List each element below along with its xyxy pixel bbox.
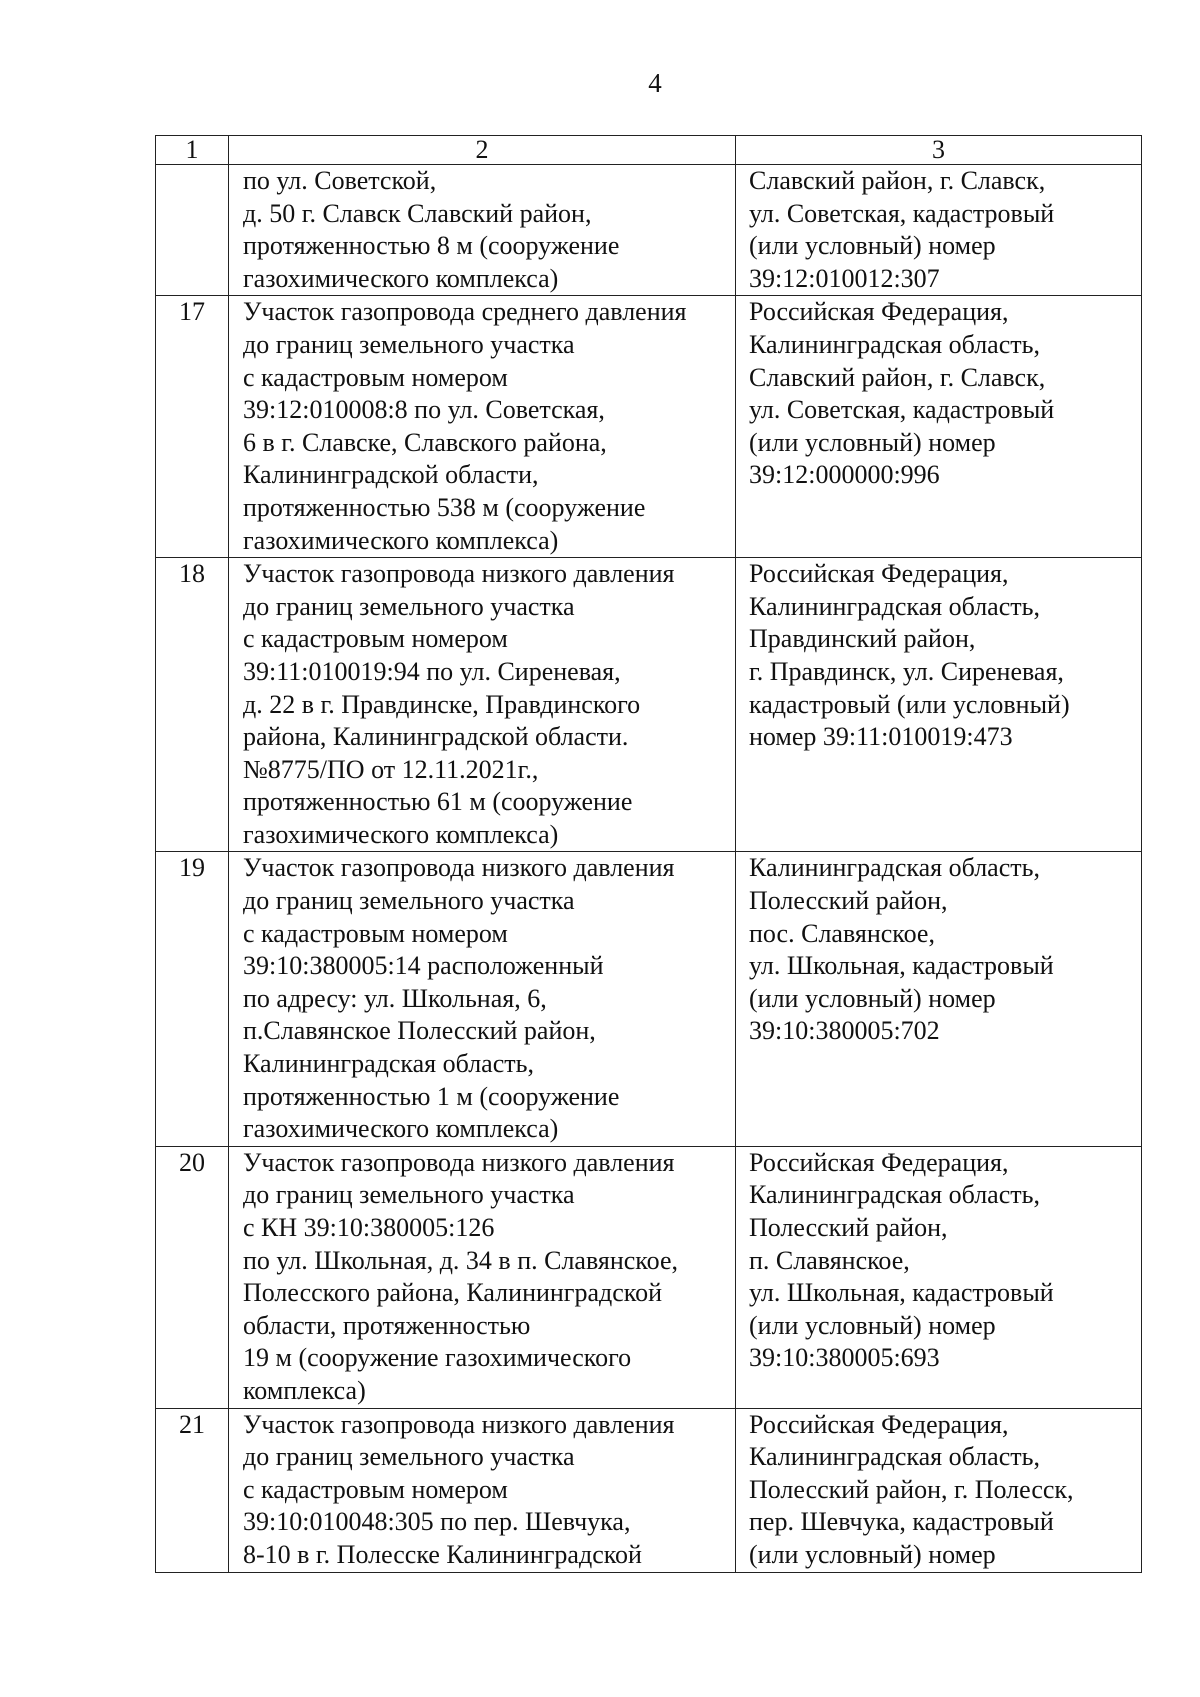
description-line: комплекса) xyxy=(243,1375,366,1405)
description-line: Участок газопровода низкого давления xyxy=(243,853,675,883)
address-line: пос. Славянское, xyxy=(749,918,935,948)
address-line: ул. Школьная, кадастровый xyxy=(749,1278,1054,1308)
description-line: с кадастровым номером xyxy=(243,362,508,392)
row-number: 19 xyxy=(156,852,229,1146)
address-line: (или условный) номер xyxy=(749,427,996,457)
description-line: 19 м (сооружение газохимического xyxy=(243,1343,632,1373)
description-line: по адресу: ул. Школьная, 6, xyxy=(243,983,547,1013)
address-line: Российская Федерация, xyxy=(749,1409,1009,1439)
address-line: номер 39:11:010019:473 xyxy=(749,722,1013,752)
address-line: 39:10:380005:693 xyxy=(749,1343,940,1373)
object-address xyxy=(736,165,1142,296)
address-line: Российская Федерация, xyxy=(749,297,1009,327)
description-line: 39:10:380005:14 расположенный xyxy=(243,951,604,981)
address-line: Полесский район, xyxy=(749,1213,948,1242)
description-line: с кадастровым номером xyxy=(243,1474,508,1504)
description-line: газохимического комплекса) xyxy=(243,819,559,849)
address-line: Калининградская область, xyxy=(749,853,1040,883)
description-line: до границ земельного участка xyxy=(243,1442,575,1472)
row-number: 20 xyxy=(156,1146,229,1408)
address-line: Калининградская область, xyxy=(749,591,1040,621)
description-line: 39:10:010048:305 по пер. Шевчука, xyxy=(243,1507,631,1537)
description-line: Участок газопровода низкого давления xyxy=(243,1147,675,1177)
table-row xyxy=(156,1146,1142,1408)
description-line: до границ земельного участка xyxy=(243,591,575,621)
description-line: района, Калининградской области. xyxy=(243,722,629,752)
description-line: с кадастровым номером xyxy=(243,918,508,948)
description-line: №8775/ПО от 12.11.2021г., xyxy=(243,754,539,784)
description-line: протяженностью 1 м (сооружение xyxy=(243,1081,620,1111)
row-number xyxy=(156,165,229,296)
header-col-1: 1 xyxy=(156,136,229,165)
object-address xyxy=(736,558,1142,852)
page-number: 4 xyxy=(648,68,662,98)
table-row xyxy=(156,165,1142,296)
description-line: с КН 39:10:380005:126 xyxy=(243,1213,495,1242)
description-line: области, протяженностью xyxy=(243,1310,531,1340)
object-description xyxy=(229,1146,736,1408)
description-line: газохимического комплекса) xyxy=(243,525,559,555)
table-row xyxy=(156,296,1142,558)
object-address xyxy=(736,852,1142,1146)
header-col-2: 2 xyxy=(229,136,736,165)
address-line: Калининградская область, xyxy=(749,1180,1040,1210)
address-line: ул. Советская, кадастровый xyxy=(749,395,1055,425)
table-row xyxy=(156,1408,1142,1572)
description-line: по ул. Советской, xyxy=(243,166,437,195)
description-line: Калининградской области, xyxy=(243,460,539,490)
object-description xyxy=(229,296,736,558)
description-line: протяженностью 538 м (сооружение xyxy=(243,492,646,522)
address-line: Полесский район, г. Полесск, xyxy=(749,1474,1074,1504)
description-line: протяженностью 61 м (сооружение xyxy=(243,787,633,817)
table-row xyxy=(156,558,1142,852)
description-line: 8-10 в г. Полесске Калининградской xyxy=(243,1539,642,1569)
address-line: Калининградская область, xyxy=(749,329,1040,359)
address-line: (или условный) номер xyxy=(749,983,996,1013)
description-line: протяженностью 8 м (сооружение xyxy=(243,231,620,261)
address-line: 39:10:380005:702 xyxy=(749,1016,940,1046)
object-address xyxy=(736,1408,1142,1572)
table-header-row xyxy=(156,136,1142,165)
address-line: п. Славянское, xyxy=(749,1245,910,1275)
description-line: 6 в г. Славске, Славского района, xyxy=(243,427,607,457)
description-line: д. 22 в г. Правдинске, Правдинского xyxy=(243,689,641,719)
address-line: Калининградская область, xyxy=(749,1442,1040,1472)
object-description xyxy=(229,165,736,296)
address-line: пер. Шевчука, кадастровый xyxy=(749,1507,1054,1537)
description-line: д. 50 г. Славск Славский район, xyxy=(243,198,592,228)
object-description xyxy=(229,558,736,852)
description-line: Участок газопровода низкого давления xyxy=(243,1409,675,1439)
description-line: до границ земельного участка xyxy=(243,329,575,359)
address-line: кадастровый (или условный) xyxy=(749,689,1070,719)
address-line: (или условный) номер xyxy=(749,231,996,261)
address-line: г. Правдинск, ул. Сиреневая, xyxy=(749,656,1064,686)
description-line: газохимического комплекса) xyxy=(243,1114,559,1144)
object-description xyxy=(229,1408,736,1572)
description-line: с кадастровым номером xyxy=(243,624,508,654)
object-description xyxy=(229,852,736,1146)
address-line: (или условный) номер xyxy=(749,1539,996,1569)
address-line: (или условный) номер xyxy=(749,1310,996,1340)
description-line: п.Славянское Полесский район, xyxy=(243,1016,596,1046)
address-line: Российская Федерация, xyxy=(749,559,1009,589)
address-line: ул. Школьная, кадастровый xyxy=(749,951,1054,981)
description-line: Полесского района, Калининградской xyxy=(243,1278,663,1308)
row-number: 18 xyxy=(156,558,229,852)
header-col-3: 3 xyxy=(736,136,1142,165)
description-line: по ул. Школьная, д. 34 в п. Славянское, xyxy=(243,1245,678,1275)
description-line: 39:11:010019:94 по ул. Сиреневая, xyxy=(243,656,621,686)
address-line: Славский район, г. Славск, xyxy=(749,166,1046,195)
address-line: Правдинский район, xyxy=(749,624,976,654)
object-address xyxy=(736,296,1142,558)
property-table xyxy=(155,135,1142,1573)
address-line: 39:12:000000:996 xyxy=(749,460,940,490)
object-address xyxy=(736,1146,1142,1408)
description-line: 39:12:010008:8 по ул. Советская, xyxy=(243,395,605,425)
address-line: 39:12:010012:307 xyxy=(749,263,940,293)
description-line: Калининградская область, xyxy=(243,1049,534,1079)
description-line: до границ земельного участка xyxy=(243,886,575,916)
table-row xyxy=(156,852,1142,1146)
description-line: Участок газопровода низкого давления xyxy=(243,559,675,589)
address-line: ул. Советская, кадастровый xyxy=(749,198,1055,228)
description-line: газохимического комплекса) xyxy=(243,263,559,293)
address-line: Славский район, г. Славск, xyxy=(749,362,1046,392)
row-number: 17 xyxy=(156,296,229,558)
row-number: 21 xyxy=(156,1408,229,1572)
description-line: до границ земельного участка xyxy=(243,1180,575,1210)
address-line: Полесский район, xyxy=(749,886,948,916)
description-line: Участок газопровода среднего давления xyxy=(243,297,687,327)
address-line: Российская Федерация, xyxy=(749,1147,1009,1177)
